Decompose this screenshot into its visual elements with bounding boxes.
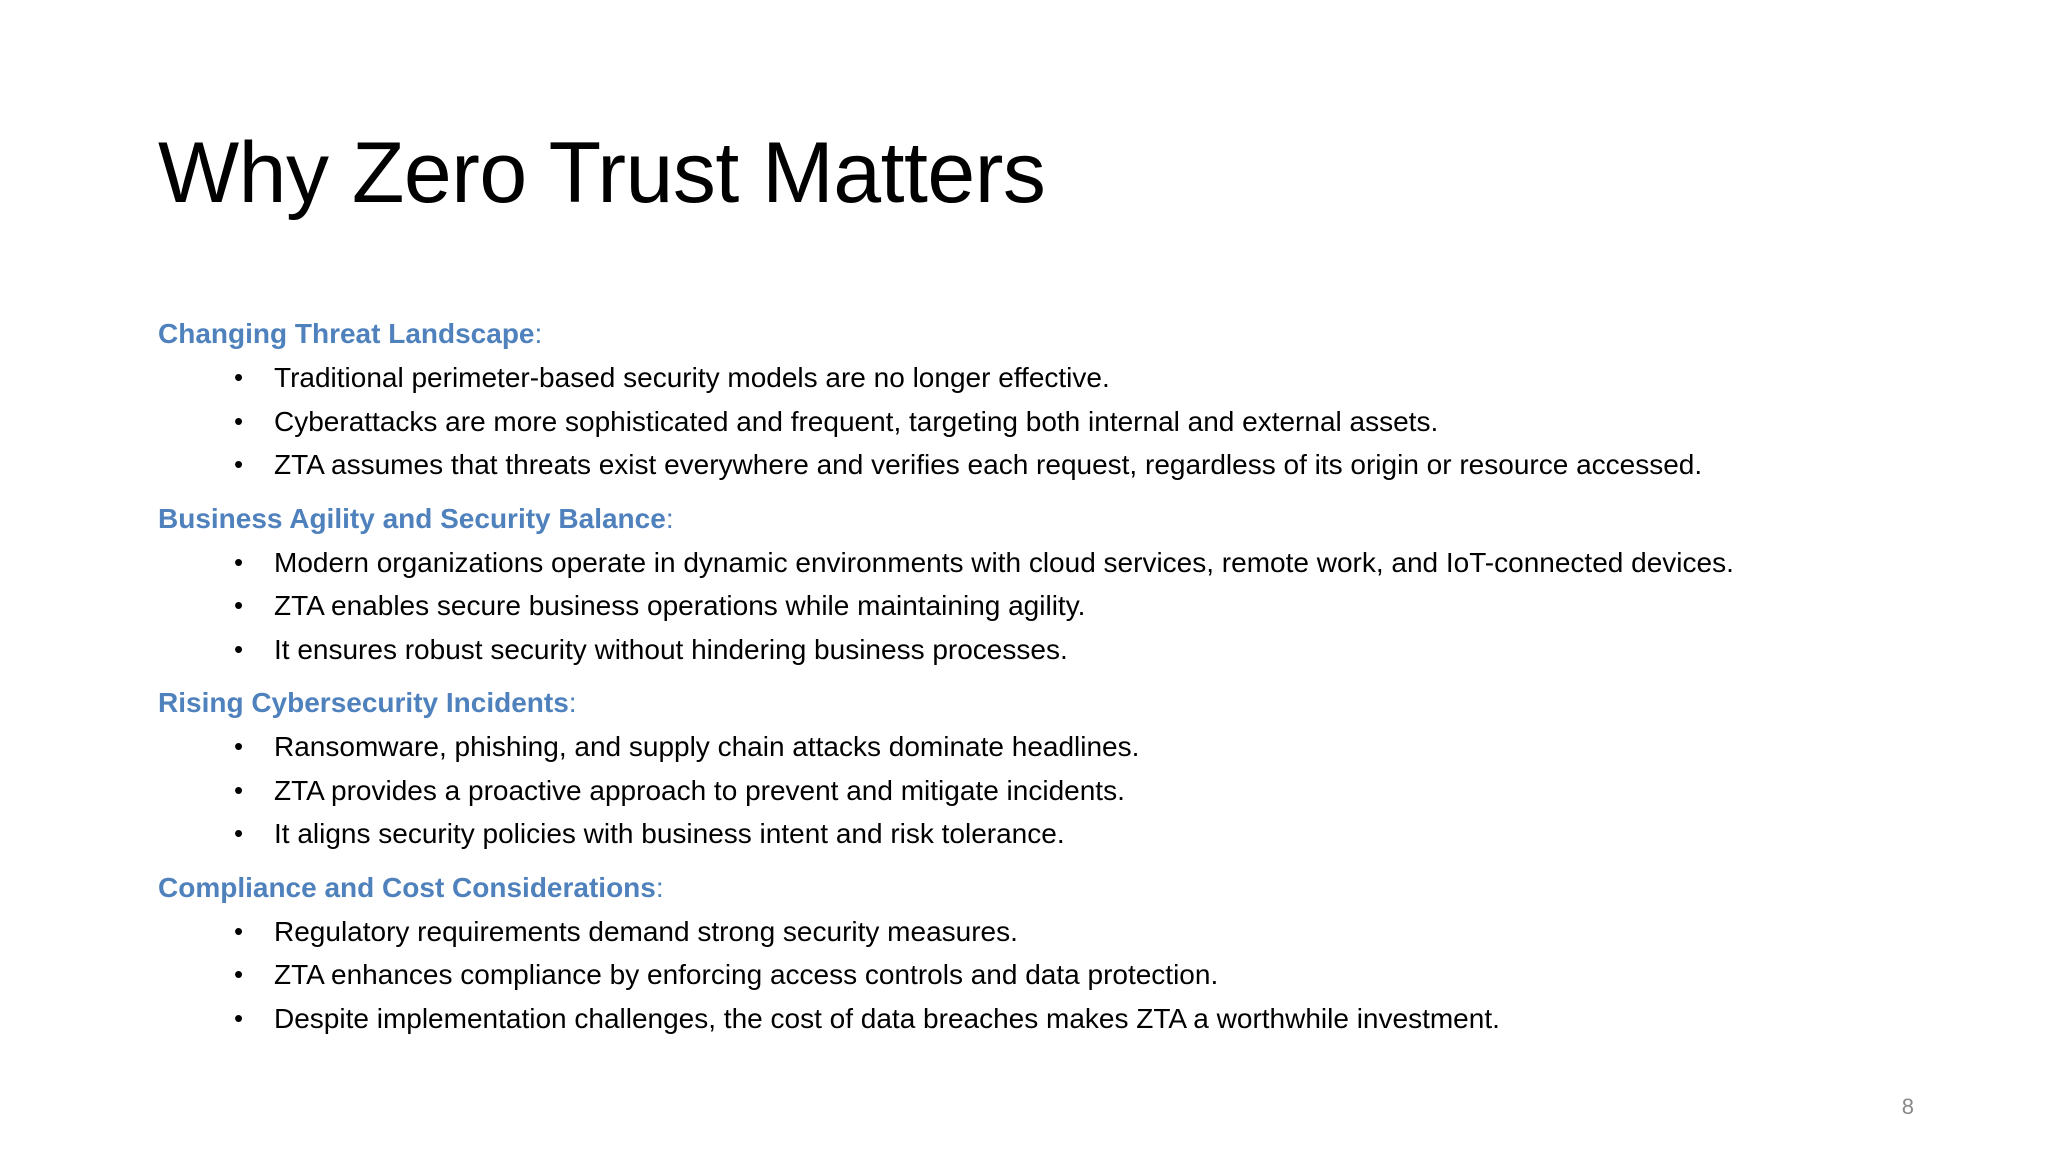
bullet-list bbox=[158, 910, 2018, 1041]
bullet-icon: • bbox=[234, 959, 244, 989]
section-heading-text: Business Agility and Security Balance bbox=[158, 502, 666, 534]
bullet-icon: • bbox=[234, 362, 244, 392]
bullet-text: Despite implementation challenges, the cost of data breaches makes ZTA a worthwhile investment. bbox=[274, 1002, 1500, 1034]
bullet-item bbox=[158, 997, 2018, 1041]
bullet-item bbox=[158, 400, 2018, 444]
bullet-item bbox=[158, 541, 2018, 585]
section-heading-colon: : bbox=[534, 318, 543, 349]
bullet-text: ZTA enables secure business operations while maintaining agility. bbox=[274, 590, 1086, 621]
bullet-icon: • bbox=[234, 590, 244, 620]
section-heading-text: Changing Threat Landscape bbox=[158, 318, 535, 349]
bullet-text: Traditional perimeter-based security models are no longer effective. bbox=[274, 362, 1110, 393]
section-heading-colon: : bbox=[568, 687, 577, 718]
section-heading-colon: : bbox=[665, 502, 674, 534]
slide-title: Why Zero Trust Matters bbox=[158, 125, 1046, 221]
section-heading bbox=[158, 497, 2018, 541]
bullet-item bbox=[158, 953, 2018, 997]
bullet-list bbox=[158, 725, 2018, 856]
bullet-text: ZTA enhances compliance by enforcing access controls and data protection. bbox=[274, 959, 1219, 990]
section-heading bbox=[158, 681, 2018, 725]
bullet-icon: • bbox=[234, 546, 244, 577]
section-compliance-cost bbox=[158, 866, 2018, 1041]
bullet-text: It ensures robust security without hindering business processes. bbox=[274, 633, 1068, 665]
slide-page-number: 8 bbox=[1901, 1094, 1914, 1119]
bullet-item bbox=[158, 910, 2018, 954]
bullet-text: Cyberattacks are more sophisticated and frequent, targeting both internal and external assets. bbox=[274, 405, 1439, 437]
bullet-icon: • bbox=[234, 774, 244, 805]
bullet-item bbox=[158, 812, 2018, 856]
bullet-text: Regulatory requirements demand strong security measures. bbox=[274, 915, 1018, 947]
bullet-icon: • bbox=[234, 915, 244, 946]
bullet-item bbox=[158, 725, 2018, 769]
bullet-list bbox=[158, 356, 2018, 487]
section-heading-colon: : bbox=[655, 871, 664, 903]
section-rising-incidents bbox=[158, 681, 2018, 856]
bullet-icon: • bbox=[234, 449, 244, 479]
bullet-text: It aligns security policies with business intent and risk tolerance. bbox=[274, 818, 1065, 849]
bullet-item bbox=[158, 769, 2018, 813]
bullet-icon: • bbox=[234, 818, 244, 848]
bullet-item bbox=[158, 443, 2018, 487]
bullet-item bbox=[158, 584, 2018, 628]
bullet-icon: • bbox=[234, 731, 244, 761]
section-heading bbox=[158, 312, 2018, 356]
bullet-icon: • bbox=[234, 633, 244, 664]
section-heading-text: Compliance and Cost Considerations bbox=[158, 871, 656, 903]
section-business-agility bbox=[158, 497, 2018, 672]
slide-content bbox=[158, 312, 2018, 1050]
section-heading-text: Rising Cybersecurity Incidents bbox=[158, 687, 569, 718]
section-heading bbox=[158, 866, 2018, 910]
section-changing-threat-landscape bbox=[158, 312, 2018, 487]
bullet-icon: • bbox=[234, 1002, 244, 1033]
bullet-icon: • bbox=[234, 405, 244, 436]
bullet-text: Ransomware, phishing, and supply chain attacks dominate headlines. bbox=[274, 731, 1140, 762]
bullet-text: ZTA assumes that threats exist everywhere and verifies each request, regardless of its origin or resource accessed. bbox=[274, 449, 1703, 480]
bullet-item bbox=[158, 356, 2018, 400]
bullet-list bbox=[158, 541, 2018, 672]
bullet-text: Modern organizations operate in dynamic environments with cloud services, remote work, and IoT-connected devices. bbox=[274, 546, 1734, 578]
bullet-text: ZTA provides a proactive approach to prevent and mitigate incidents. bbox=[274, 774, 1125, 806]
bullet-item bbox=[158, 628, 2018, 672]
